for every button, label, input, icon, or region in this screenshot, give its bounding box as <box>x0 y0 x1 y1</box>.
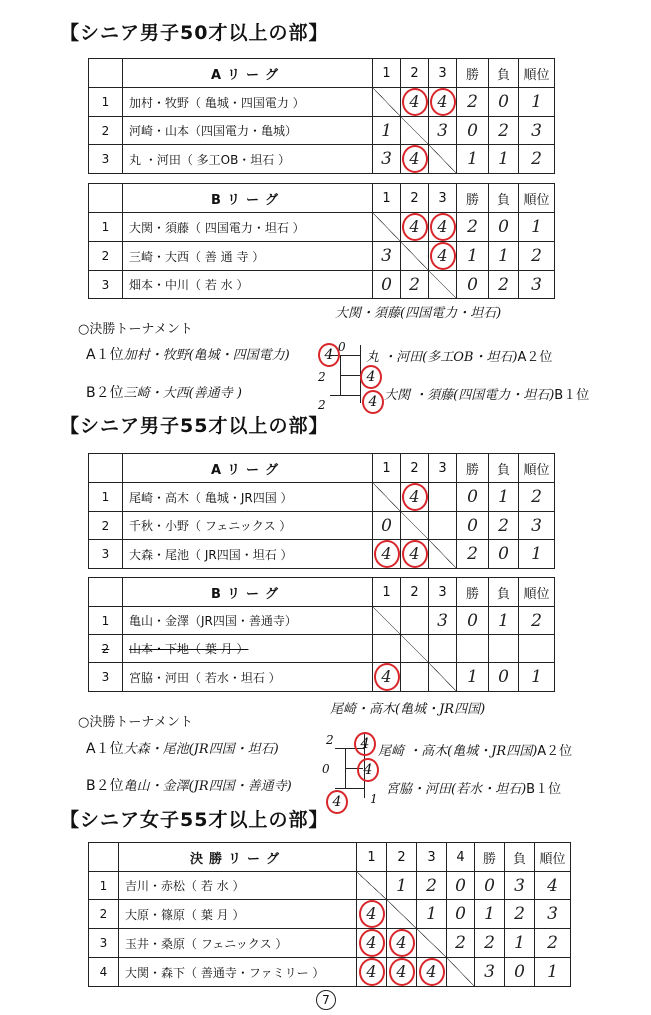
table-row: 4 大関・森下（ 善通寺・ファミリー ） 4 4 4 3 0 1 <box>89 958 571 987</box>
diagonal-cell <box>373 213 401 242</box>
tournament-heading: ○決勝トーナメント <box>78 322 193 337</box>
table-row: 1 亀山・金澤（JR四国・善通寺） 3 0 1 2 <box>89 607 555 635</box>
champion-note: 大関・須藤(四国電力・坦石) <box>335 306 502 321</box>
win-circle: 4 <box>402 88 428 116</box>
diagonal-cell <box>429 540 457 569</box>
win-circle: 4 <box>430 88 456 116</box>
table-row: 3 丸 ・河田（ 多工OB・坦石 ） 3 4 1 1 2 <box>89 145 555 174</box>
men50-league-a-table: Aリーグ 1 2 3 勝 負 順位 1 加村・牧野（ 亀城・四国電力 ） 4 4 2 0 1 2 河崎・山本（四国電力・亀城） 1 3 0 2 3 3 丸 ・河田（ 多工OB・坦石 ） 3 4 1 1 2 <box>88 58 555 174</box>
bracket-entry-a2: 尾崎 ・高木(亀城・JR四国)A２位 <box>378 744 573 759</box>
diagonal-cell <box>401 512 429 540</box>
table-row: 3 大森・尾池（ JR四国・坦石 ） 4 4 2 0 1 <box>89 540 555 569</box>
league-label: 決勝リーグ <box>119 843 357 872</box>
league-label: Aリーグ <box>123 454 373 483</box>
page-number: 7 <box>316 990 336 1010</box>
diagonal-cell <box>429 271 457 299</box>
diagonal-cell <box>373 88 401 117</box>
diagonal-cell <box>373 607 401 635</box>
diagonal-cell <box>357 872 387 900</box>
table-row: 2 大原・篠原（ 葉 月 ） 4 1 0 1 2 3 <box>89 900 571 929</box>
win-circle: 4 <box>389 958 415 986</box>
win-circle: 4 <box>359 900 385 928</box>
win-circle: 4 <box>359 958 385 986</box>
win-circle: 4 <box>419 958 445 986</box>
bracket-score: 0 <box>322 762 330 776</box>
win-circle: 4 <box>402 540 428 568</box>
bracket-entry-b2: B２位三崎・大西(善通寺 ) <box>86 385 242 401</box>
bracket-score: 2 <box>318 370 326 384</box>
bracket-score-circle: 4 <box>360 365 382 389</box>
win-circle: 4 <box>389 929 415 957</box>
table-row: 3 畑本・中川（ 若 水 ） 0 2 0 2 3 <box>89 271 555 299</box>
league-label: Bリーグ <box>123 578 373 607</box>
men55-league-b-table: Bリーグ 1 2 3 勝 負 順位 1 亀山・金澤（JR四国・善通寺） 3 0 1 2 2 山本・下地（ 葉 月 ） 3 宮脇・河田（ 若水・坦石 ） 4 1 0 1 <box>88 577 555 692</box>
bracket-entry-b1: 大関 ・須藤(四国電力・坦石)B１位 <box>384 388 590 403</box>
women55-final-league-table: 決勝リーグ 1 2 3 4 勝 負 順位 1 吉川・赤松（ 若 水 ） 1 2 0 0 3 4 2 大原・篠原（ 葉 月 ） 4 1 0 1 2 3 3 玉井・桑原（ フェニックス ） 4 4 2 2 1 2 4 大関・森下（ 善通寺・ファミリー ） 4 4 4 3 0 1 <box>88 842 571 987</box>
bracket-score: 2 <box>318 398 326 412</box>
win-circle: 4 <box>374 540 400 568</box>
diagonal-cell <box>401 635 429 663</box>
section-title-men50: 【シニア男子50才以上の部】 <box>60 22 329 44</box>
table-row-withdrawn: 2 山本・下地（ 葉 月 ） <box>89 635 555 663</box>
bracket-score: 2 <box>326 733 334 747</box>
table-row: 1 大関・須藤（ 四国電力・坦石 ） 4 4 2 0 1 <box>89 213 555 242</box>
bracket-score-circle: 4 <box>326 790 348 814</box>
diagonal-cell <box>401 242 429 271</box>
bracket-score: 0 <box>338 340 346 354</box>
diagonal-cell <box>447 958 475 987</box>
table-row: 3 玉井・桑原（ フェニックス ） 4 4 2 2 1 2 <box>89 929 571 958</box>
table-row: 2 千秋・小野（ フェニックス ） 0 0 2 3 <box>89 512 555 540</box>
bracket-score-circle: 4 <box>354 732 376 756</box>
win-circle: 4 <box>430 213 456 241</box>
win-circle: 4 <box>402 213 428 241</box>
win-circle: 4 <box>430 242 456 270</box>
league-label: Bリーグ <box>123 184 373 213</box>
diagonal-cell <box>429 145 457 174</box>
win-circle: 4 <box>374 663 400 691</box>
bracket-score-circle: 4 <box>362 390 384 414</box>
bracket-entry-b1: 宮脇・河田(若水・坦石)B１位 <box>386 782 562 797</box>
league-label: Aリーグ <box>123 59 373 88</box>
diagonal-cell <box>373 483 401 512</box>
bracket-score: 1 <box>370 792 378 806</box>
table-row: 1 加村・牧野（ 亀城・四国電力 ） 4 4 2 0 1 <box>89 88 555 117</box>
diagonal-cell <box>429 663 457 692</box>
win-circle: 4 <box>402 483 428 511</box>
diagonal-cell <box>387 900 417 929</box>
bracket-entry-a1: A１位大森・尾池(JR四国・坦石) <box>86 741 279 757</box>
section-title-men55: 【シニア男子55才以上の部】 <box>60 415 329 437</box>
men55-league-a-table: Aリーグ 1 2 3 勝 負 順位 1 尾崎・高木（ 亀城・JR四国 ） 4 0 1 2 2 千秋・小野（ フェニックス ） 0 0 2 3 3 大森・尾池（ JR四国・坦石 ） 4 4 2 0 1 <box>88 453 555 569</box>
bracket-score-circle: 4 <box>318 343 340 367</box>
table-row: 1 尾崎・高木（ 亀城・JR四国 ） 4 0 1 2 <box>89 483 555 512</box>
diagonal-cell <box>401 117 429 145</box>
diagonal-cell <box>417 929 447 958</box>
win-circle: 4 <box>402 145 428 173</box>
table-row: 2 河崎・山本（四国電力・亀城） 1 3 0 2 3 <box>89 117 555 145</box>
win-circle: 4 <box>359 929 385 957</box>
table-row: 2 三崎・大西（ 善 通 寺 ） 3 4 1 1 2 <box>89 242 555 271</box>
bracket-score-circle: 4 <box>357 758 379 782</box>
champion-note: 尾崎・高木(亀城・JR四国) <box>330 702 486 717</box>
table-row: 3 宮脇・河田（ 若水・坦石 ） 4 1 0 1 <box>89 663 555 692</box>
section-title-women55: 【シニア女子55才以上の部】 <box>60 809 329 831</box>
bracket-entry-a1: A１位加村・牧野(亀城・四国電力) <box>86 347 290 363</box>
bracket-entry-b2: B２位亀山・金澤(JR四国・善通寺) <box>86 778 292 794</box>
bracket-entry-a2: 丸 ・河田(多工OB・坦石)A２位 <box>366 350 553 365</box>
tournament-heading: ○決勝トーナメント <box>78 715 193 730</box>
table-row: 1 吉川・赤松（ 若 水 ） 1 2 0 0 3 4 <box>89 872 571 900</box>
men50-league-b-table: Bリーグ 1 2 3 勝 負 順位 1 大関・須藤（ 四国電力・坦石 ） 4 4 2 0 1 2 三崎・大西（ 善 通 寺 ） 3 4 1 1 2 3 畑本・中川（ 若 水 ） 0 2 0 2 3 <box>88 183 555 299</box>
